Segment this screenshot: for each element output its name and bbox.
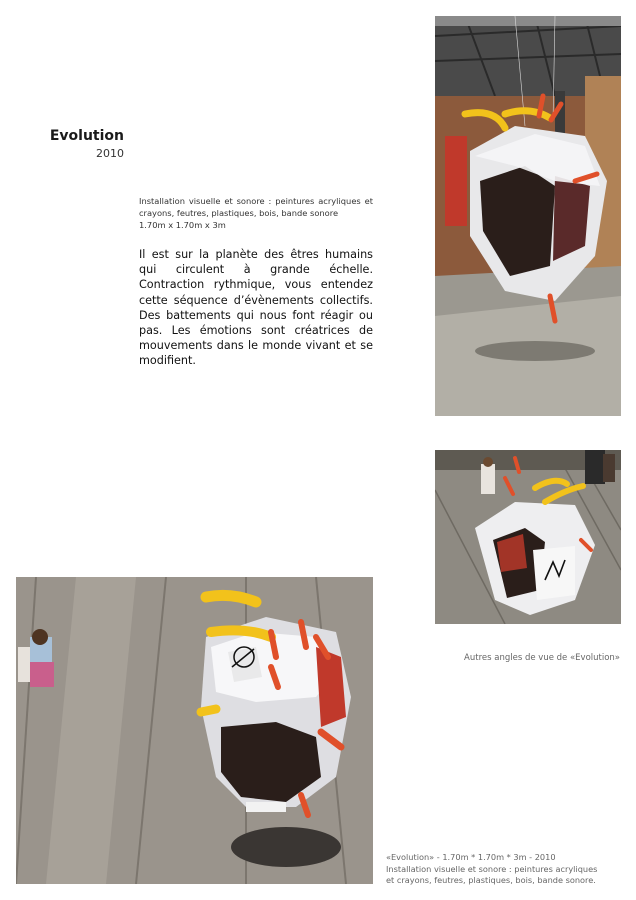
photo-suspended-image [435,16,621,416]
caption-main [386,852,626,887]
caption-other-angles: Autres angles de vue de «Evolution» [464,653,620,663]
technical-dimensions: 1.70m x 1.70m x 3m [139,220,226,230]
photo-suspended-view [435,16,621,416]
work-year: 2010 [96,147,124,160]
work-title: Evolution [49,128,124,144]
technical-materials: Installation visuelle et sonore : peintures acryliques et crayons, feutres, plastiques, bois, bande sonore [139,196,373,218]
photo-main-image [16,577,373,884]
work-description: Il est sur la planète des êtres humains qui circulent à grande échelle. Contraction rythmique, vous entendez cette séquence d’évènements collectifs. Des battements qui nous font réagir ou pas. Les émotions sont créatrices de mouvements dans le monde vivant et se modifient. [139,248,373,368]
caption-main-line2: Installation visuelle et sonore : peintures acryliques [386,863,598,874]
photo-top-angle-view [435,450,621,624]
photo-top-angle-image [435,450,621,624]
photo-main-view [16,577,373,884]
caption-main-line1: «Evolution» - 1.70m * 1.70m * 3m - 2010 [386,852,556,862]
caption-main-line3: et crayons, feutres, plastiques, bois, bande sonore. [386,875,596,885]
